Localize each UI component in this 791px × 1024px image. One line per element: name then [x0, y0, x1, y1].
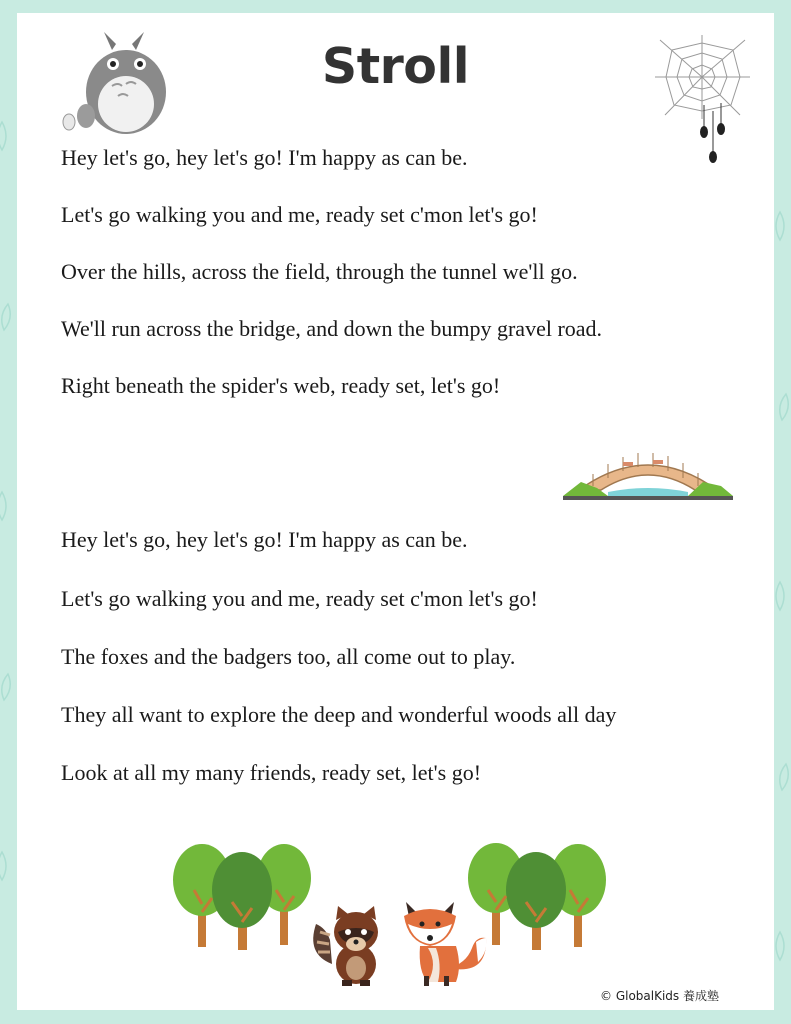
spider-web-icon	[655, 35, 750, 165]
verse2-line-5: Look at all my many friends, ready set, let's go!	[61, 760, 482, 785]
verse1-line-3: Over the hills, across the field, through the tunnel we'll go.	[61, 259, 578, 284]
badger-icon	[310, 902, 390, 986]
verse2-line-4: They all want to explore the deep and wonderful woods all day	[61, 702, 617, 727]
page-title: Stroll	[321, 38, 470, 95]
verse2-line-3: The foxes and the badgers too, all come out to play.	[61, 644, 516, 669]
verse1-line-5: Right beneath the spider's web, ready set, let's go!	[61, 373, 501, 398]
verse1-line-4: We'll run across the bridge, and down the bumpy gravel road.	[61, 316, 603, 341]
verse2-line-2: Let's go walking you and me, ready set c'mon let's go!	[61, 586, 538, 611]
bridge-icon	[563, 446, 733, 502]
verse1-line-1: Hey let's go, hey let's go! I'm happy as can be.	[61, 145, 468, 170]
verse1-line-2: Let's go walking you and me, ready set c'mon let's go!	[61, 202, 538, 227]
verse2-line-1: Hey let's go, hey let's go! I'm happy as can be.	[61, 527, 468, 552]
trees-left-icon	[172, 842, 312, 950]
copyright-notice: © GlobalKids 養成塾	[600, 989, 719, 1003]
trees-right-icon	[466, 842, 606, 950]
